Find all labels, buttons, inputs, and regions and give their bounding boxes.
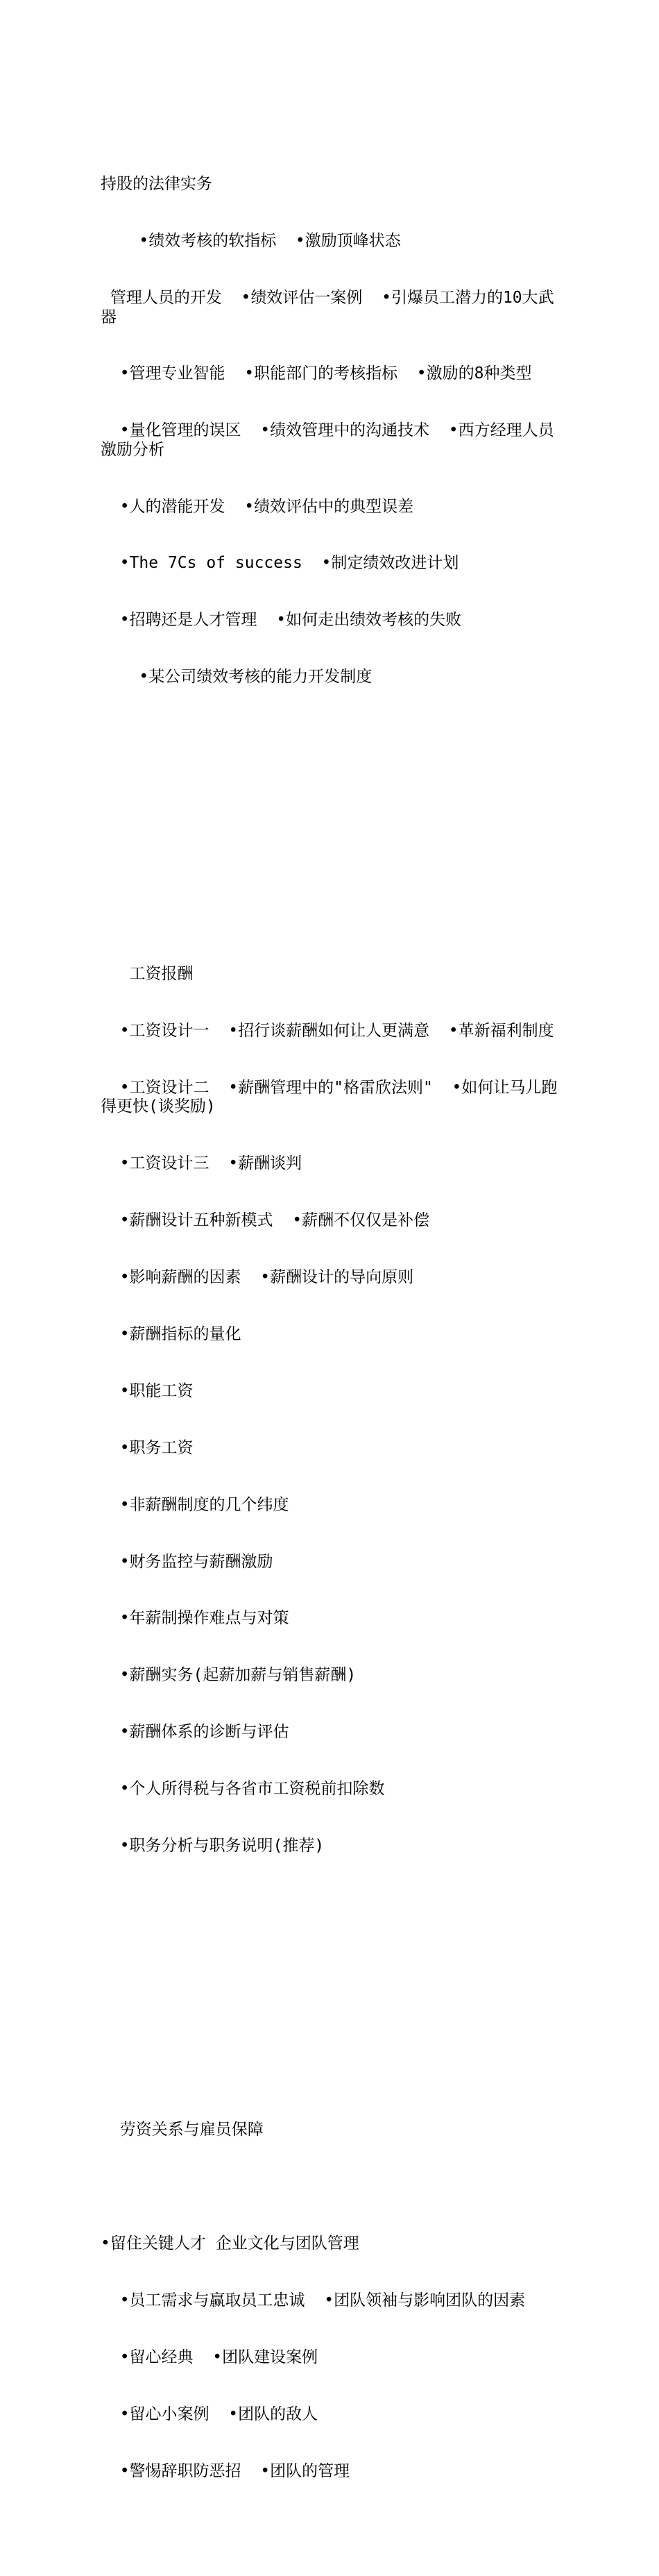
spacer	[101, 1951, 562, 1969]
section-heading: 劳资关系与雇员保障	[101, 2121, 264, 2139]
text-line: •留住关键人才 企业文化与团队管理	[101, 2234, 359, 2253]
text-line: •The 7Cs of success •制定绩效改进计划	[101, 554, 459, 573]
document-body	[101, 81, 562, 2576]
text-line: •财务监控与薪酬激励	[101, 1552, 273, 1571]
section-performance	[101, 137, 562, 725]
spacer	[101, 839, 562, 870]
text-line: •个人所得税与各省市工资税前扣除数	[101, 1780, 385, 1799]
text-line: •薪酬实务(起薪加薪与销售薪酬)	[101, 1666, 357, 1685]
text-line: •职能工资	[101, 1381, 194, 1400]
text-line: •工资设计二 •薪酬管理中的"格雷欣法则" •如何让马儿跑得更快(谈奖励)	[101, 1079, 558, 1116]
text-line: •留心经典 •团队建设案例	[101, 2348, 318, 2367]
text-line: •薪酬体系的诊断与评估	[101, 1723, 289, 1742]
text-line: •薪酬设计五种新模式 •薪酬不仅仅是补偿	[101, 1211, 430, 1230]
text-line: •工资设计一 •招行谈薪酬如何让人更满意 •革新福利制度	[101, 1022, 554, 1041]
spacer	[101, 782, 562, 800]
text-line: •薪酬指标的量化	[101, 1325, 241, 1343]
text-line: •职务工资	[101, 1438, 194, 1457]
section-compensation	[101, 927, 562, 1894]
text-line: •员工需求与赢取员工忠诚 •团队领袖与影响团队的因素	[101, 2291, 526, 2310]
text-line: •量化管理的误区 •绩效管理中的沟通技术 •西方经理人员激励分析	[101, 421, 554, 459]
text-line: •非薪酬制度的几个纬度	[101, 1495, 289, 1514]
text-line: •留心小案例 •团队的敌人	[101, 2405, 318, 2423]
text-line: •影响薪酬的因素 •薪酬设计的导向原则	[101, 1268, 414, 1287]
text-line: •招聘还是人才管理 •如何走出绩效考核的失败	[101, 611, 462, 630]
text-line: •某公司绩效考核的能力开发制度	[101, 668, 373, 687]
text-line: 持股的法律实务	[101, 175, 212, 194]
text-line: 管理人员的开发 •绩效评估一案例 •引爆员工潜力的10大武器	[101, 289, 554, 326]
text-line: •职务分析与职务说明(推荐)	[101, 1837, 325, 1855]
text-line: •工资设计三 •薪酬谈判	[101, 1154, 302, 1173]
text-line: •人的潜能开发 •绩效评估中的典型误差	[101, 497, 414, 516]
section-labor-relations	[101, 2083, 562, 2519]
text-line: •警惕辞职防恶招 •团队的管理	[101, 2461, 350, 2480]
section-heading: 工资报酬	[101, 965, 194, 984]
text-line: •管理专业智能 •职能部门的考核指标 •激励的8种类型	[101, 364, 532, 383]
text-line: •年薪制操作难点与对策	[101, 1609, 289, 1628]
text-line: •绩效考核的软指标 •激励顶峰状态	[101, 232, 401, 251]
spacer	[101, 2178, 562, 2196]
spacer	[101, 2007, 562, 2026]
